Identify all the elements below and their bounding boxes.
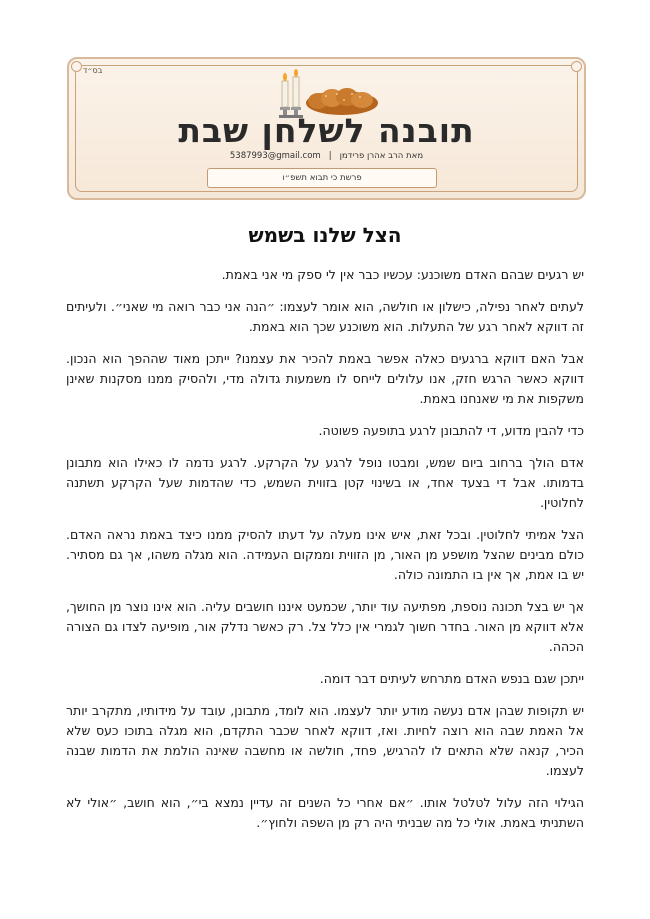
header-banner [67,57,586,200]
main-title: תובנה לשלחן שבת [178,111,475,150]
paragraph: הגילוי הזה עלול לטלטל אותו. ״אם אחרי כל השנים זה עדיין נמצא בי״, הוא חושב, ״אולי לא השתניתי באמת. אולי כל מה שבניתי היה רק מן השפה ולחוץ״. [66,795,584,830]
paragraph: אדם הולך ברחוב ביום שמש, ומבטו נופל לרגע על הקרקע. לרגע נדמה לו כאילו הוא מתבונן בדמותו. אבל די בצעד אחד, או בשינוי קטן בזווית השמש, כדי שהדמות שעל הקרקע תשתנה לחלוטין. [66,455,584,510]
author-name: מאת הרב אהרן פרידמן [339,151,424,161]
bsd-mark: בס״ד [83,66,103,75]
article-title: הצל שלנו בשמש [248,223,402,247]
byline-separator: | [328,151,332,161]
paragraph: לעתים לאחר נפילה, כישלון או חולשה, הוא אומר לעצמו: ״הנה אני כבר רואה מי שאני״. ולעיתים זה דווקא לאחר רגע של התעלות. הוא משוכנע שכך הוא באמת. [66,299,584,334]
paragraph: כדי להבין מדוע, די להתבונן לרגע בתופעה פשוטה. [318,423,584,438]
paragraph: יש תקופות שבהן אדם נעשה מודע יותר לעצמו. הוא לומד, מתבונן, עובד על מידותיו, מתקרב יותר אל האמת שבה הוא רוצה לחיות. ואז, דווקא לאחר שכבר התקדם, הוא מגלה בתוכו כעס שלא הכיר, קנאה שלא התאים לו להרגיש, פחד, חולשה או מחשבה שאינה הולמת את הדמות שבנה לעצמו. [66,703,584,778]
parasha-label: פרשת כי תבוא תשפ״ו [207,168,437,188]
paragraph: ייתכן שגם בנפש האדם מתרחש לעיתים דבר דומה. [319,671,584,686]
paragraph: הצל אמיתי לחלוטין. ובכל זאת, איש אינו מעלה על דעתו להסיק ממנו כיצד באמת נראה האדם. כולם מבינים שהצל מושפע מן האור, מן הזווית וממקום העמידה. הוא מגלה משהו, אך גם מסתיר. יש בו אמת, אך אין בו התמונה כולה. [66,527,584,582]
paragraph: יש רגעים שבהם האדם משוכנע: עכשיו כבר אין לי ספק מי אני באמת. [221,267,584,282]
article-body [66,265,584,845]
paragraph: אך יש בצל תכונה נוספת, מפתיעה עוד יותר, שכמעט איננו חושבים עליה. הוא אינו נוצר מן החושך, אלא דווקא מן האור. בחדר חשוך לגמרי אין כלל צל. רק כאשר נדלק אור, מופיעה לצדו גם הצורה הכהה. [66,599,584,654]
author-email: 5387993@gmail.com [229,151,321,161]
byline [69,151,584,161]
paragraph: אבל האם דווקא ברגעים כאלה אפשר באמת להכיר את עצמנו? ייתכן מאוד שההפך הוא הנכון. דווקא כאשר הרגש חזק, אנו עלולים לייחס לו משמעות גדולה מדי, ולהסיק ממנו מסקנות שאינן משקפות את מי שאנחנו באמת. [66,351,584,406]
